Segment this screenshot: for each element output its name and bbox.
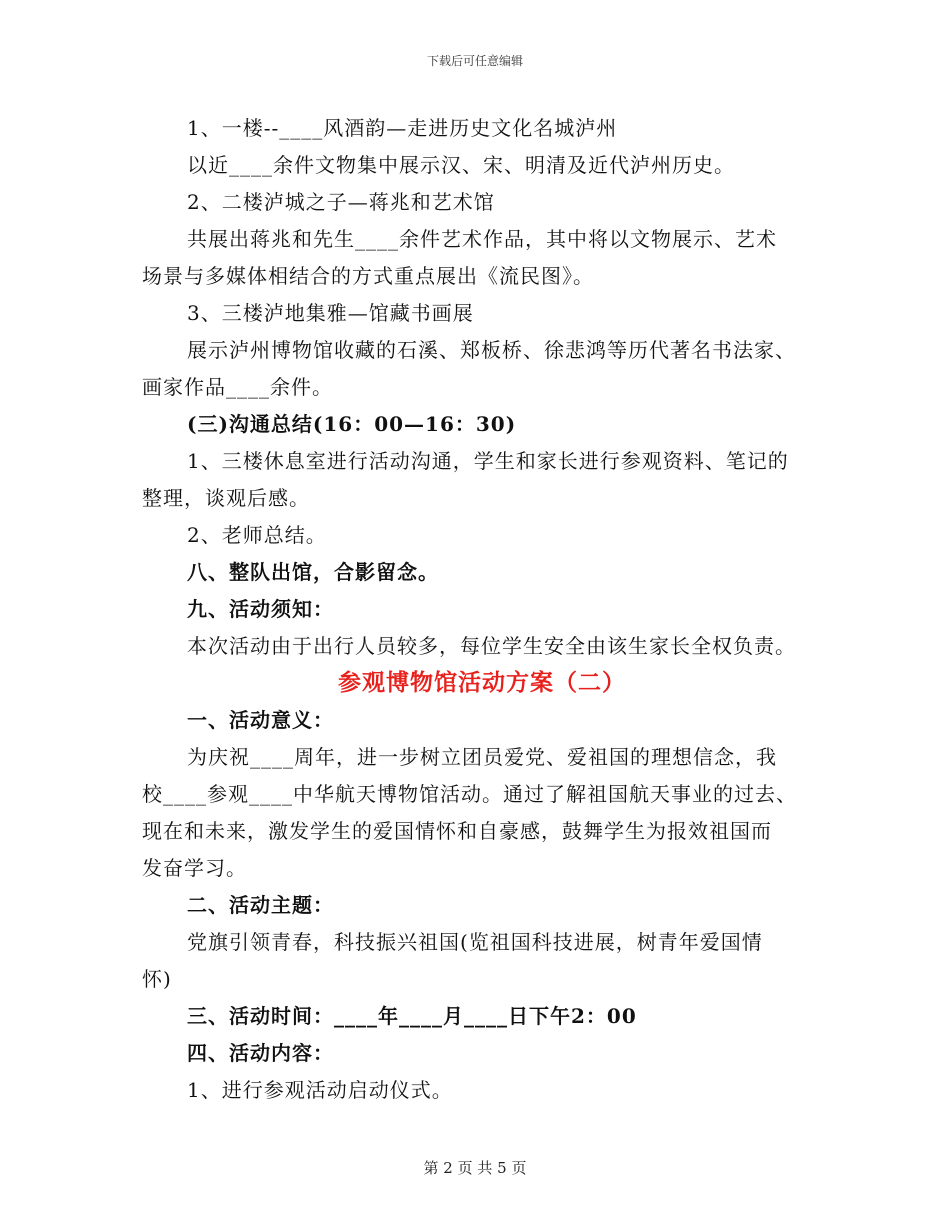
section-heading: 二、活动主题： xyxy=(187,893,334,917)
text-line: 怀) xyxy=(142,967,172,991)
section-heading: 八、整队出馆，合影留念。 xyxy=(187,560,439,584)
text-line: 本次活动由于出行人员较多，每位学生安全由该生家长全权负责。 xyxy=(187,634,796,658)
text-line: 2、老师总结。 xyxy=(187,523,327,547)
section-heading: 四、活动内容： xyxy=(187,1041,334,1065)
text-line: 画家作品____余件。 xyxy=(142,375,333,399)
text-line: 校____参观____中华航天博物馆活动。通过了解祖国航天事业的过去、 xyxy=(142,782,797,806)
section-heading: 九、活动须知： xyxy=(187,597,334,621)
text-line: 整理，谈观后感。 xyxy=(142,486,310,510)
text-line: 3、三楼泸地集雅—馆藏书画展 xyxy=(187,301,474,325)
text-line: 现在和未来，激发学生的爱国情怀和自豪感，鼓舞学生为报效祖国而 xyxy=(142,819,772,843)
page-header: 下载后可任意编辑 xyxy=(426,54,523,68)
text-line: 为庆祝____周年，进一步树立团员爱党、爱祖国的理想信念，我 xyxy=(187,745,777,769)
section-heading: 一、活动意义： xyxy=(187,708,334,732)
section-heading: 三、活动时间：____年____月____日下午2：00 xyxy=(187,1004,637,1028)
text-line: 党旗引领青春，科技振兴祖国(览祖国科技进展，树青年爱国情 xyxy=(187,930,763,954)
document-body xyxy=(142,110,822,1109)
text-line: 共展出蒋兆和先生____余件艺术作品，其中将以文物展示、艺术 xyxy=(187,227,777,251)
text-line: 场景与多媒体相结合的方式重点展出《流民图》。 xyxy=(142,264,594,288)
text-line: 1、一楼--____风酒韵—走进历史文化名城泸州 xyxy=(187,116,618,140)
text-line: 发奋学习。 xyxy=(142,856,247,880)
text-line: 1、三楼休息室进行活动沟通，学生和家长进行参观资料、笔记的 xyxy=(187,449,789,473)
text-line: 2、二楼泸城之子—蒋兆和艺术馆 xyxy=(187,190,495,214)
text-line: 1、进行参观活动启动仪式。 xyxy=(187,1078,453,1102)
section-heading: (三)沟通总结(16：00—16：30) xyxy=(187,412,517,436)
text-line: 以近____余件文物集中展示汉、宋、明清及近代泸州历史。 xyxy=(187,153,735,177)
page-footer: 第 2 页 共 5 页 xyxy=(423,1159,527,1177)
document-title: 参观博物馆活动方案（二） xyxy=(338,670,626,696)
text-line: 展示泸州博物馆收藏的石溪、郑板桥、徐悲鸿等历代著名书法家、 xyxy=(187,338,796,362)
